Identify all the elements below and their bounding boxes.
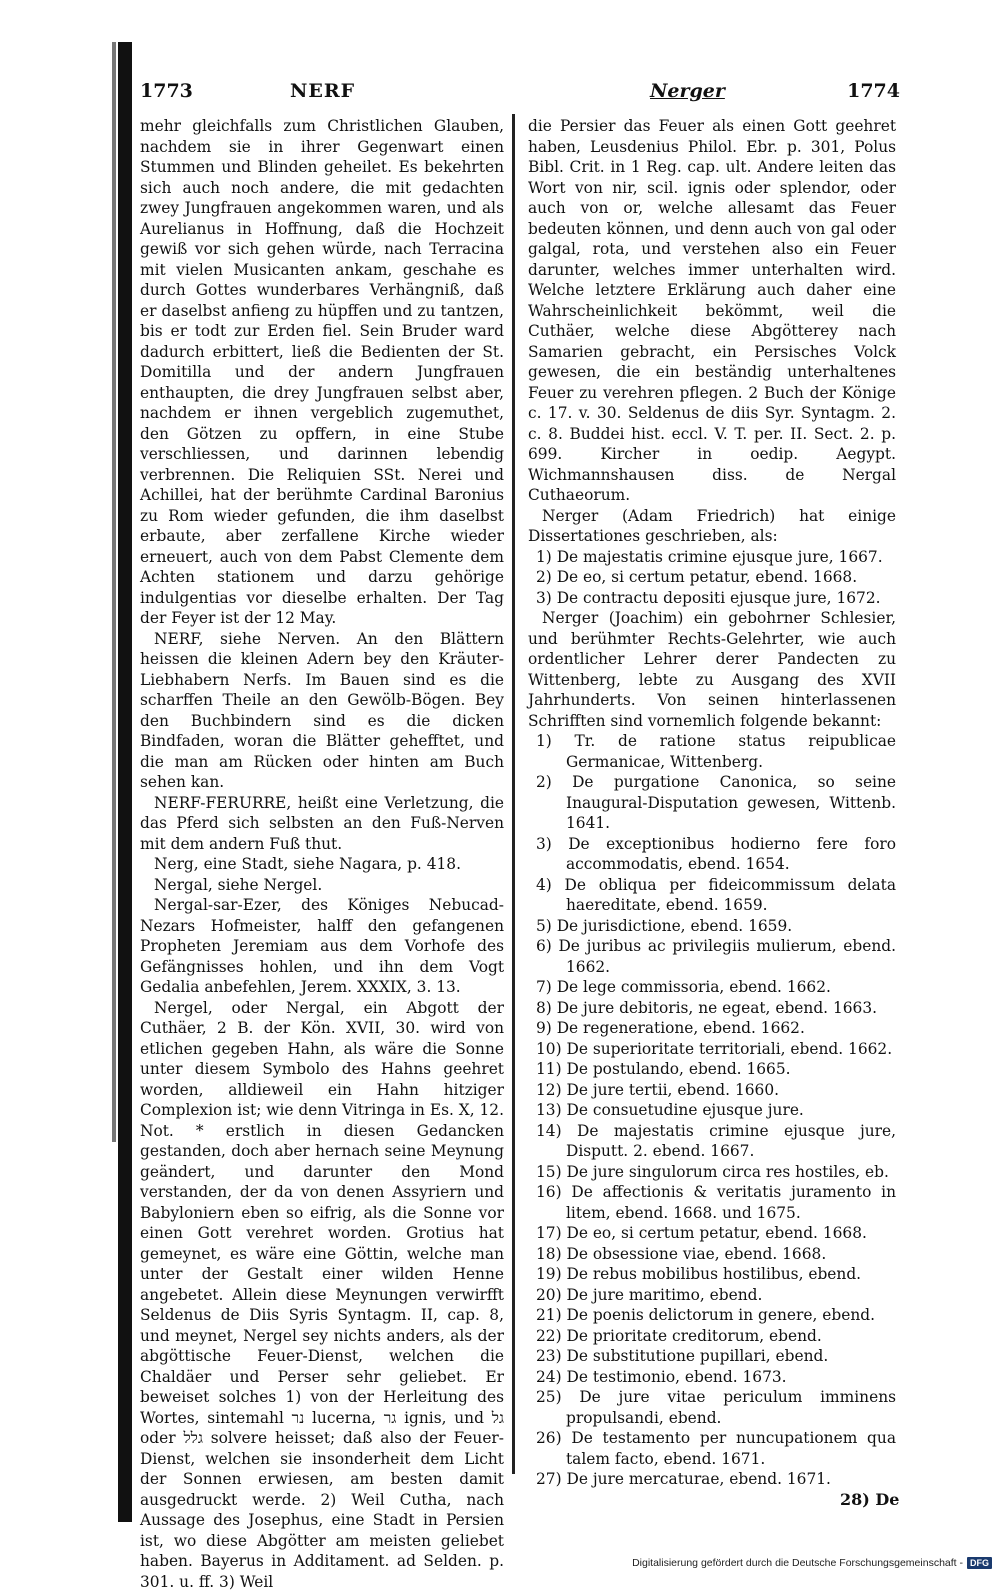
catchword: 28) De — [840, 1490, 899, 1509]
left-paragraph: mehr gleichfalls zum Christlichen Glauben, nachdem sie in ihrer Gegenwart einen Stummen und Blinden geheilet. Es bekehrten sich auch noch andere, die mit gedachten zwey Jungfrauen angekommen waren, und als Aurelianus in Hoffnung, daß die Hochzeit gewiß vor sich gehen würde, nach Terracina mit vielen Musicanten ankam, geschahe es durch Gottes wunderbares Verhängniß, daß er daselbst anfieng zu hüpffen und zu tantzen, bis er todt zur Erden fiel. Sein Bruder ward dadurch erbittert, ließ die Bedienten der St. Domitilla und der andern Jungfrauen enthaupten, die drey Jungfrauen selbst aber, nachdem er ihnen vergeblich zugemuthet, den Götzen zu opffern, in eine Stube verschliessen, und darinnen lebendig verbrennen. Die Reliquien SSt. Nerei und Achillei, hat der berühmte Cardinal Baronius zu Rom wieder gefunden, die ihm daselbst erbaute, aber zerfallene Kirche wieder erneuert, auch von dem Pabst Clemente dem Achten stationem und darzu gehörige indulgentias vor dieselbe erhalten. Der Tag der Feyer ist der 12 May. — [140, 116, 504, 629]
list-item: 9) De regeneratione, ebend. 1662. — [536, 1018, 896, 1039]
list-item: 19) De rebus mobilibus hostilibus, ebend. — [536, 1264, 896, 1285]
entry-nerger-adam: Nerger (Adam Friedrich) hat einige Dissertationes geschrieben, als: — [528, 506, 896, 547]
right-column — [528, 116, 896, 1490]
digitization-footer — [632, 1557, 992, 1569]
left-column — [140, 116, 504, 1592]
list-item: 1) Tr. de ratione status reipublicae Germanicae, Wittenberg. — [536, 731, 896, 772]
list-item: 10) De superioritate territoriali, ebend. 1662. — [536, 1039, 896, 1060]
list-item: 25) De jure vitae periculum imminens propulsandi, ebend. — [536, 1387, 896, 1428]
page-header — [140, 80, 900, 110]
list-item: 27) De jure mercaturae, ebend. 1671. — [536, 1469, 896, 1490]
list-item: 17) De eo, si certum petatur, ebend. 1668. — [536, 1223, 896, 1244]
list-item: 2) De purgatione Canonica, so seine Inaugural-Disputation gewesen, Wittenb. 1641. — [536, 772, 896, 834]
list-item: 8) De jure debitoris, ne egeat, ebend. 1663. — [536, 998, 896, 1019]
entry-nerf: NERF, siehe Nerven. An den Blättern heissen die kleinen Adern bey den Kräuter-Liebhabern Nerfs. Im Bauen sind es die scharffen Theile an den Gewölb-Bögen. Bey den Buchbindern sind es die dicken Bindfaden, woran die Blätter gehefftet, und die man am Rücken oder hinten am Buch sehen kan. — [140, 629, 504, 793]
running-head-left: NERF — [290, 80, 355, 102]
entry-nerf-ferurre: NERF-FERURRE, heißt eine Verletzung, die das Pferd sich selbsten an den Fuß-Nerven mit dem andern Fuß thut. — [140, 793, 504, 855]
adam-works-list — [528, 547, 896, 609]
joachim-works-list — [528, 731, 896, 1490]
list-item: 6) De juribus ac privilegiis mulierum, ebend. 1662. — [536, 936, 896, 977]
list-item: 1) De majestatis crimine ejusque jure, 1667. — [536, 547, 896, 568]
column-divider — [512, 114, 515, 1474]
list-item: 23) De substitutione pupillari, ebend. — [536, 1346, 896, 1367]
footer-text: Digitalisierung gefördert durch die Deutsche Forschungsgemeinschaft - — [632, 1557, 963, 1569]
right-paragraph: die Persier das Feuer als einen Gott geehret haben, Leusdenius Philol. Ebr. p. 301, Polus Bibl. Crit. in 1 Reg. cap. ult. Andere leiten das Wort von nir, scil. ignis oder splendor, oder auch von or, welche allesamt das Feuer bedeuten können, und denn auch von gal oder galgal, rota, und verstehen also ein Feuer darunter, welches immer unterhalten wird. Welche letztere Erklärung auch daher eine Wahrscheinlichkeit bekömmt, weil die Cuthäer, welche diese Abgötterey nach Samarien gebracht, ein Persisches Volck gewesen, die ein beständig unterhaltenes Feuer zu verehren pflegen. 2 Buch der Könige c. 17. v. 30. Seldenus de diis Syr. Syntagm. 2. c. 8. Buddei hist. eccl. V. T. per. II. Sect. 2. p. 699. Kircher in oedip. Aegypt. Wichmannshausen diss. de Nergal Cuthaeorum. — [528, 116, 896, 506]
list-item: 15) De jure singulorum circa res hostiles, eb. — [536, 1162, 896, 1183]
page-number-left: 1773 — [140, 80, 193, 102]
entry-nergal-sar-ezer: Nergal-sar-Ezer, des Königes Nebucad-Nezars Hofmeister, halff den gefangenen Propheten Jeremiam aus dem Vorhofe des Gefängnisses hohlen, und ihn dem Vogt Gedalia anbefehlen, Jerem. XXXIX, 3. 13. — [140, 895, 504, 998]
list-item: 2) De eo, si certum petatur, ebend. 1668. — [536, 567, 896, 588]
list-item: 20) De jure maritimo, ebend. — [536, 1285, 896, 1306]
list-item: 26) De testamento per nuncupationem qua talem facto, ebend. 1671. — [536, 1428, 896, 1469]
entry-nerg: Nerg, eine Stadt, siehe Nagara, p. 418. — [140, 854, 504, 875]
list-item: 3) De exceptionibus hodierno fere foro accommodatis, ebend. 1654. — [536, 834, 896, 875]
list-item: 18) De obsessione viae, ebend. 1668. — [536, 1244, 896, 1265]
scan-binding-shadow — [112, 42, 116, 1142]
running-head-right: Nerger — [650, 80, 725, 102]
list-item: 22) De prioritate creditorum, ebend. — [536, 1326, 896, 1347]
entry-nergel: Nergel, oder Nergal, ein Abgott der Cuthäer, 2 B. der Kön. XVII, 30. wird von etlichen gegeben Hahn, als wäre die Sonne unter diesem Symbolo des Hahns geehret worden, alldieweil ein Hahn hitziger Complexion ist; wie denn Vitringa in Es. X, 12. Not. * erstlich in diesen Gedancken gestanden, doch aber hernach seine Meynung geändert, und darunter den Mond verstanden, der da von denen Assyriern und Babyloniern eben so eifrig, als die Sonne vor einen Gott verehret worden. Grotius hat gemeynet, es wäre eine Göttin, welche man unter der Gestalt einer wilden Henne angebetet. Allein diese Meynungen verwirfft Seldenus de Diis Syris Syntagm. II, cap. 8, und meynet, Nergel sey nichts anders, als der abgöttische Feuer-Dienst, welchen die Chaldäer und Perser sehr geliebet. Er beweiset solches 1) von der Herleitung des Wortes, sintemahl נר lucerna, גר ignis, und גל oder גלל solvere heisset; daß also der Feuer-Dienst, welchen sie insonderheit dem Licht der Sonnen erwiesen, am besten damit ausgedruckt werde. 2) Weil Cutha, nach Aussage des Josephus, eine Stadt in Persien ist, wo diese Abgötter am meisten geliebet haben. Bayerus in Additament. ad Selden. p. 301. u. ff. 3) Weil — [140, 998, 504, 1592]
list-item: 7) De lege commissoria, ebend. 1662. — [536, 977, 896, 998]
list-item: 4) De obliqua per fideicommissum delata haereditate, ebend. 1659. — [536, 875, 896, 916]
dfg-logo: DFG — [967, 1557, 992, 1569]
list-item: 16) De affectionis & veritatis juramento in litem, ebend. 1668. und 1675. — [536, 1182, 896, 1223]
list-item: 21) De poenis delictorum in genere, ebend. — [536, 1305, 896, 1326]
page-number-right: 1774 — [847, 80, 900, 102]
list-item: 24) De testimonio, ebend. 1673. — [536, 1367, 896, 1388]
list-item: 3) De contractu depositi ejusque jure, 1672. — [536, 588, 896, 609]
scan-binding-edge — [118, 42, 132, 1522]
list-item: 11) De postulando, ebend. 1665. — [536, 1059, 896, 1080]
list-item: 5) De jurisdictione, ebend. 1659. — [536, 916, 896, 937]
list-item: 13) De consuetudine ejusque jure. — [536, 1100, 896, 1121]
list-item: 12) De jure tertii, ebend. 1660. — [536, 1080, 896, 1101]
entry-nerger-joachim: Nerger (Joachim) ein gebohrner Schlesier, und berühmter Rechts-Gelehrter, wie auch ordentlicher Lehrer derer Pandecten zu Wittenberg, lebte zu Ausgang des XVII Jahrhunderts. Von seinen hinterlassenen Schrifften sind vornemlich folgende bekannt: — [528, 608, 896, 731]
entry-nergal: Nergal, siehe Nergel. — [140, 875, 504, 896]
list-item: 14) De majestatis crimine ejusque jure, Disputt. 2. ebend. 1667. — [536, 1121, 896, 1162]
